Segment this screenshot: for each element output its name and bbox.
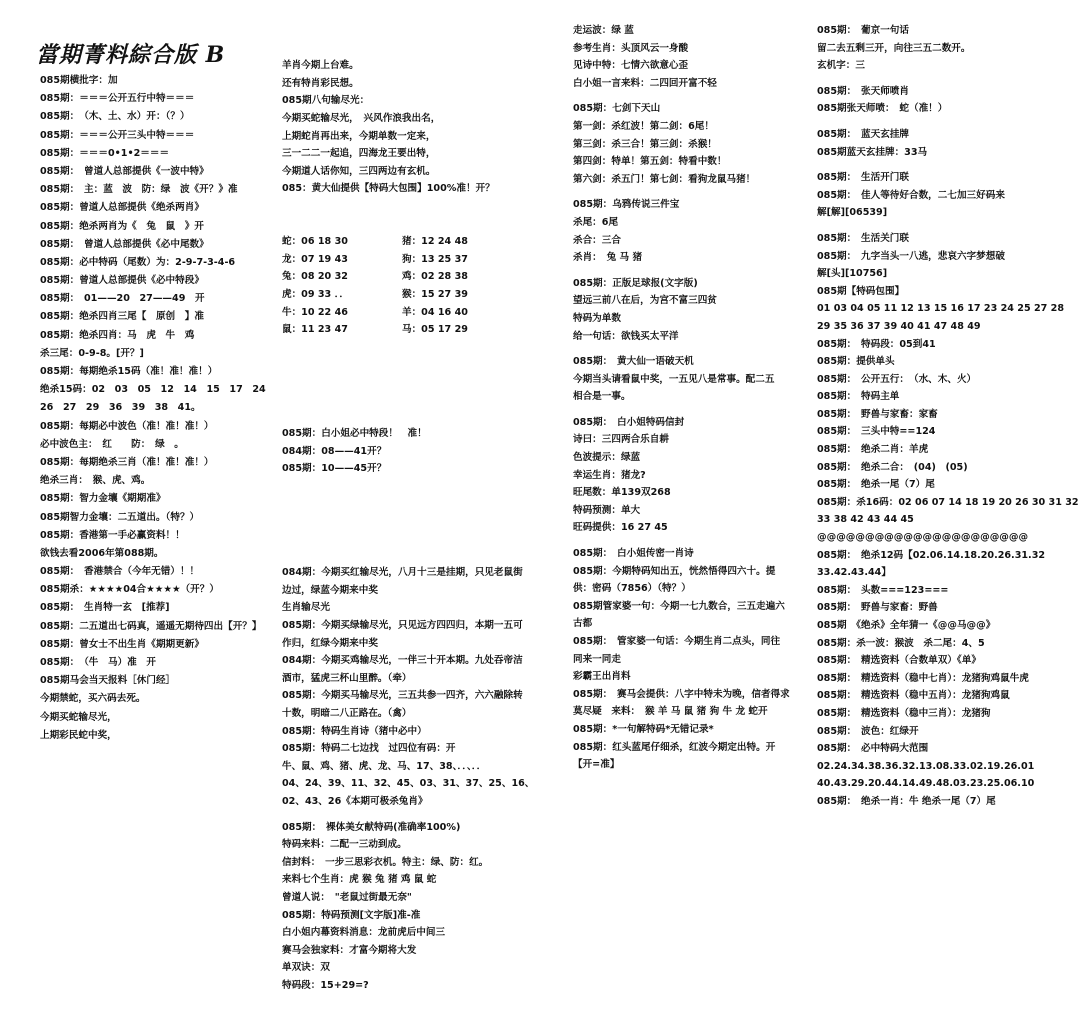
text-line: 特码来料：二配一三动到成。 <box>282 839 407 851</box>
text-line: 085期： 精选资料（稳中五肖）：龙猪狗鸡鼠 <box>817 690 1010 702</box>
text-line: 085期： （牛 马）准 开 <box>40 657 156 668</box>
text-line: 生肖输尽光 <box>282 602 330 614</box>
text-line: 085期：特码预测[文字版]准-准 <box>282 909 421 921</box>
text-line: 古都 <box>573 618 593 630</box>
text-line: 085期：今期买马输尽光，三五共参一四齐，六六融除转 <box>282 690 523 702</box>
text-line: 085期： 张天师喷肖 <box>817 85 909 97</box>
text-line: 上期彩民蛇中奖， <box>40 729 117 741</box>
text-line: @@@@@@@@@@@@@@@@@@@@@@ <box>817 532 1029 544</box>
text-line: 还有特肖彩民想。 <box>282 77 359 89</box>
text-line: 今期道人话你知，三四两边有玄机。 <box>282 165 436 177</box>
text-line: 085期：每期绝杀三肖（准！准！准！） <box>40 456 214 468</box>
text-line <box>573 537 803 545</box>
text-line: 杀尾：6尾 <box>573 216 619 228</box>
text-line: 085期： 曾道人总部提供《必中尾数》 <box>40 238 209 250</box>
text-line: 085期：绝杀四肖三尾【 原创 】准 <box>40 311 204 323</box>
text-line <box>817 75 1057 83</box>
zodiac-number-cell: 龙：07 19 43 <box>282 253 348 265</box>
text-line: 作归，红绿今期来中奖 <box>282 637 378 649</box>
zodiac-number-cell: 鸡：02 28 38 <box>402 271 468 283</box>
text-line: 085期：今期买绿输尽光，只见远方四四归，本期一五可 <box>282 620 523 631</box>
text-line: 085期： 精选资料（稳中七肖）：龙猪狗鸡鼠牛虎 <box>817 672 1029 684</box>
text-line: 085期：每期绝杀15码（准！准！准！） <box>40 366 218 377</box>
text-line: 旺尾数：单139双268 <box>573 487 671 499</box>
text-line: 085期【特码包围】 <box>817 285 905 297</box>
text-line: 084期：今期买鸡输尽光，一伴三十开本期。九处吞帝洁 <box>282 655 523 667</box>
text-line: 边过，绿蓝今期来中奖 <box>282 584 378 596</box>
text-line: 085期： （木、土、水）开：（？） <box>40 111 190 123</box>
text-line: 40.43.29.20.44.14.49.48.03.23.25.06.10 <box>817 778 1035 790</box>
text-line <box>573 345 803 353</box>
text-line: 04、24、39、11、32、45、03、31、37、25、16、 <box>282 778 535 790</box>
text-line: 085期：二五道出七码真，遥遥无期待四出【开？】 <box>40 620 262 632</box>
text-line: 必中波色主： 红 防： 绿 。 <box>40 438 184 450</box>
text-line: 白小姐内幕资料消息：龙前虎后中间三 <box>282 927 446 939</box>
text-line <box>817 118 1057 126</box>
text-line: 085期：杀16码：02 06 07 14 18 19 20 26 30 31 32 <box>817 496 1079 508</box>
text-line <box>573 406 803 414</box>
text-line: 085期：10——45开？ <box>282 463 387 475</box>
text-line: 26 27 29 36 39 38 41。 <box>40 402 201 414</box>
zodiac-number-cell: 蛇：06 18 30 <box>282 236 348 248</box>
text-line: 085期 《绝杀》全年猜一《@@马@@》 <box>817 620 996 631</box>
text-line: 曾道人说： "老鼠过街最无奈" <box>282 891 412 903</box>
text-line: 第四剑：特单！第五剑：特看中数！ <box>573 156 727 168</box>
text-line: 085期： 精选资料（合数单双）《单》 <box>817 655 981 667</box>
text-line: 今期买蛇输尽光， 兴风作浪我出名， <box>282 112 441 124</box>
text-line: 085期：＝＝＝公开三头中特＝＝＝ <box>40 129 195 141</box>
text-line: 085期： 公开五行： （水、木、火） <box>817 373 977 385</box>
text-line: 085期： 绝杀二合： (04) (05) <box>817 461 968 473</box>
text-line: 085期： 头数===123=== <box>817 584 949 596</box>
text-line: 02、43、26《本期可极杀兔肖》 <box>282 795 428 807</box>
text-line <box>817 161 1057 169</box>
text-line: 085期： 白小姐特码信封 <box>573 416 685 428</box>
text-line: 第六剑：杀五门！第七剑：看狗龙鼠马猪！ <box>573 173 756 185</box>
zodiac-number-cell: 猪：12 24 48 <box>402 236 468 248</box>
text-line: 杀合：三合 <box>573 234 621 246</box>
text-line: 085期：每期必中波色（准！准！准！） <box>40 420 214 432</box>
text-line: 【开=准】 <box>573 759 620 771</box>
zodiac-number-cell: 虎：09 33 ．． <box>282 288 349 300</box>
zodiac-number-cell: 马：05 17 29 <box>402 324 468 336</box>
text-line: 特码为单数 <box>573 312 621 324</box>
text-line: 33.42.43.44】 <box>817 567 891 579</box>
text-line: 085期： 佳人等待好合数，二七加三好码来 <box>817 189 1005 201</box>
text-line: 085期： 特码主单 <box>817 391 900 403</box>
text-line: 来料七个生肖：虎 猴 兔 猪 鸡 鼠 蛇 <box>282 874 437 886</box>
text-line: 33 38 42 43 44 45 <box>817 514 914 526</box>
text-line: 今期买蛇输尽光， <box>40 711 117 723</box>
text-line: 085期： 01——20 27——49 开 <box>40 293 205 305</box>
text-line: 085期： 白小姐传密一肖诗 <box>573 548 694 560</box>
page-title: 當期菁料綜合版 B <box>36 42 226 68</box>
text-line: 085期张天师喷： 蛇（准！） <box>817 103 948 115</box>
text-line <box>282 811 537 819</box>
text-line: 085期： 必中特码大范围 <box>817 743 929 755</box>
text-line: 彩霸王出肖料 <box>573 671 631 683</box>
text-line: 085期：七剑下天山 <box>573 103 661 115</box>
text-line <box>573 92 803 100</box>
text-line: 色波提示：绿蓝 <box>573 452 641 464</box>
text-line: 085期： 三头中特==124 <box>817 426 936 438</box>
column-4 <box>817 22 1079 807</box>
text-line: 给一句话：欲钱买太平洋 <box>573 330 679 342</box>
text-line: 莫尽疑 来料： 猴 羊 马 鼠 猪 狗 牛 龙 蛇开 <box>573 706 768 718</box>
text-line: 三一二二一起追，四海龙王要出特， <box>282 148 436 160</box>
text-line: 欲钱去看2006年第088期。 <box>40 547 164 559</box>
text-line: 单双诀：双 <box>282 962 330 974</box>
text-line: 走运波：绿 蓝 <box>573 25 634 36</box>
text-line: 赛马会独家料：才富今期将大发 <box>282 944 417 956</box>
text-line: 085期：白小姐必中特段！ 准！ <box>282 428 427 440</box>
text-line: 085期：正版足球报(文字版) <box>573 277 698 289</box>
text-line: 084期：今期买红输尽光，八月十三是挂期，只见老鼠街 <box>282 567 523 579</box>
text-line: 白小姐一言来料：二四回开富不轻 <box>573 77 717 89</box>
zodiac-number-cell: 猴：15 27 39 <box>402 288 468 300</box>
text-line: 085期：提供单头 <box>817 356 895 368</box>
text-line: 供：密码（7856）（特？） <box>573 583 691 595</box>
text-line: 085期：＝＝＝0•1•2＝＝＝ <box>40 147 170 159</box>
text-line: 今期当头请看鼠中奖，一五见八是常事。配二五 <box>573 373 775 385</box>
zodiac-number-cell: 狗：13 25 37 <box>402 253 468 265</box>
text-line: 085期：曾道人总部提供《必中特段》 <box>40 275 204 287</box>
text-line: 见诗中特：七情六欲意心歪 <box>573 60 689 72</box>
text-line: 02.24.34.38.36.32.13.08.33.02.19.26.01 <box>817 760 1035 772</box>
text-line: 085期： 葡京一句话 <box>817 25 909 36</box>
text-line: 同来一同走 <box>573 653 621 665</box>
text-line: 玄机字：三 <box>817 60 865 72</box>
text-line: 绝杀15码：02 03 05 12 14 15 17 24 <box>40 384 266 396</box>
text-line: 085：黄大仙提供【特码大包围】100%准！开？ <box>282 183 495 195</box>
zodiac-number-cell: 羊：04 16 40 <box>402 306 468 318</box>
text-line: 酒市，猛虎三杯山里醉。（牵） <box>282 672 412 684</box>
text-line: 085期：绝杀两肖为《 兔 鼠 》开 <box>40 220 204 232</box>
text-line: 085期：*一句解特码*无错记录* <box>573 723 714 735</box>
text-line: 绝杀三肖： 猴、虎、鸡。 <box>40 475 151 487</box>
text-line: 望远三前八在后，为宫不富三四贫 <box>573 295 717 307</box>
text-line: 085期：智力金壤《期期准》 <box>40 493 166 505</box>
text-line: 29 35 36 37 39 40 41 47 48 49 <box>817 320 981 332</box>
text-line: 085期横批字：加 <box>40 75 118 86</box>
text-line: 参考生肖：头顶风云一身酸 <box>573 42 689 54</box>
text-line: 085期：杀一波：猴波 杀二尾：4、5 <box>817 637 985 649</box>
text-line: 085期： 野兽与家畜：野兽 <box>817 602 938 614</box>
text-line: 第三剑：杀三合！第三剑：杀猴！ <box>573 138 717 150</box>
text-line: 085期： 裸体美女献特码(准确率100%) <box>282 821 461 833</box>
zodiac-number-table <box>282 233 537 339</box>
text-line: 085期： 蓝天玄挂牌 <box>817 128 909 140</box>
text-line: 085期马会当天报料［休门经］ <box>40 675 176 687</box>
text-line: 解[解][06539] <box>817 207 888 219</box>
text-line: 085期：＝＝＝公开五行中特＝＝＝ <box>40 93 195 105</box>
text-line: 085期： 香港禁合（今年无错）！！ <box>40 566 200 578</box>
text-line: 085期：曾女士不出生肖《期期更新》 <box>40 638 204 650</box>
text-line: 085期： 九字当头一八逃，悲哀六字梦想破 <box>817 250 1005 262</box>
text-line: 杀三尾：0-9-8。[开？] <box>40 347 144 359</box>
text-line: 085期： 野兽与家畜：家畜 <box>817 408 938 420</box>
text-line: 085期： 绝杀一尾（7）尾 <box>817 479 935 491</box>
text-line: 085期蓝天玄挂牌：33马 <box>817 146 928 158</box>
text-line: 085期管家婆一句：今期一七九数合，三五走遍六 <box>573 600 785 612</box>
text-line: 085期：今期特码知出五，恍然悟得四六十。提 <box>573 565 776 577</box>
text-line: 085期： 绝杀二肖：羊虎 <box>817 444 929 456</box>
column-2 <box>282 22 537 991</box>
text-line: 杀肖： 兔 马 猪 <box>573 252 643 264</box>
text-line: 085期：绝杀四肖：马 虎 牛 鸡 <box>40 329 195 341</box>
text-line: 085期： 绝杀一肖：牛 绝杀一尾（7）尾 <box>817 795 996 807</box>
text-line: 01 03 04 05 11 12 13 15 16 17 23 24 25 27 28 <box>817 303 1065 315</box>
text-line: 085期：香港第一手必赢资料！！ <box>40 529 185 541</box>
text-line: 085期： 管家婆一句话：今期生肖二点头，同往 <box>573 636 781 647</box>
text-line: 上期蛇肖再出来，今期单数一定来， <box>282 130 436 142</box>
text-line: 085期：曾道人总部提供《绝杀两肖》 <box>40 202 204 214</box>
column-1 <box>40 72 265 762</box>
text-line: 幸运生肖：猪龙? <box>573 469 646 481</box>
text-line: 085期： 曾道人总部提供《一波中特》 <box>40 165 209 177</box>
text-line: 特码预测：单大 <box>573 504 641 516</box>
text-line: 085期： 主：蓝 波 防：绿 波《开？》准 <box>40 184 238 196</box>
text-line: 085期： 精选资料（稳中三肖）：龙猪狗 <box>817 707 991 719</box>
text-line: 第一剑：杀红波！第二剑：6尾！ <box>573 120 714 132</box>
column-3 <box>573 22 803 786</box>
text-line: 085期： 特码段：05到41 <box>817 338 936 350</box>
text-line: 085期：乌鸦传说三件宝 <box>573 199 680 211</box>
text-line <box>817 222 1057 230</box>
text-line: 085期八句输尽光： <box>282 95 370 107</box>
text-line: 留二去五剩三开，向往三五二数开。 <box>817 42 971 54</box>
zodiac-number-cell: 鼠：11 23 47 <box>282 324 348 336</box>
text-line: 信封料： 一步三思彩衣机。特主：绿、防：红。 <box>282 856 489 868</box>
text-line: 085期智力金壤：二五道出。（特？） <box>40 511 200 523</box>
text-line: 085期： 绝杀12码【02.06.14.18.20.26.31.32 <box>817 549 1046 561</box>
text-line: 085期杀：★★★★04合★★★★（开？） <box>40 584 219 596</box>
text-line: 诗曰：三四两合乐自耕 <box>573 434 669 446</box>
text-line: 084期：08——41开？ <box>282 445 387 457</box>
text-line <box>573 188 803 196</box>
text-line: 相合是一事。 <box>573 391 631 403</box>
text-line: 085期：必中特码（尾数）为：2-9-7-3-4-6 <box>40 256 236 268</box>
text-line: 085期：红头蓝尾仔细杀，红波今期定出特。开 <box>573 741 776 753</box>
text-line: 085期： 生活关门联 <box>817 232 909 244</box>
text-line: 085期： 生活开门联 <box>817 172 909 184</box>
text-line: 085期： 黄大仙一语破天机 <box>573 356 694 368</box>
text-line: 牛、鼠、鸡、猪、虎、龙、马、17、38、．．、．． <box>282 760 487 772</box>
text-line: 085期： 生肖特一玄 [推荐] <box>40 602 170 614</box>
text-line: 十数，明暗二八正路在。（禽） <box>282 707 412 719</box>
text-line: 羊肖今期上台难。 <box>282 60 359 72</box>
text-line: 085期： 赛马会提供：八字中特未为晚，信者得求 <box>573 688 790 700</box>
text-line: 解[头][10756] <box>817 268 888 280</box>
text-line <box>573 267 803 275</box>
text-line: 085期：特码生肖诗（猪中必中） <box>282 725 427 737</box>
text-line: 085期： 波色：红绿开 <box>817 725 919 737</box>
zodiac-number-cell: 兔：08 20 32 <box>282 271 348 283</box>
text-line: 今期禁蛇，买六码去死。 <box>40 693 146 705</box>
text-line: 旺码提供：16 27 45 <box>573 522 668 534</box>
text-line: 特码段：15+29=? <box>282 979 369 991</box>
zodiac-number-cell: 牛：10 22 46 <box>282 306 348 318</box>
text-line: 085期：特码二七边找 过四位有码：开 <box>282 743 456 755</box>
